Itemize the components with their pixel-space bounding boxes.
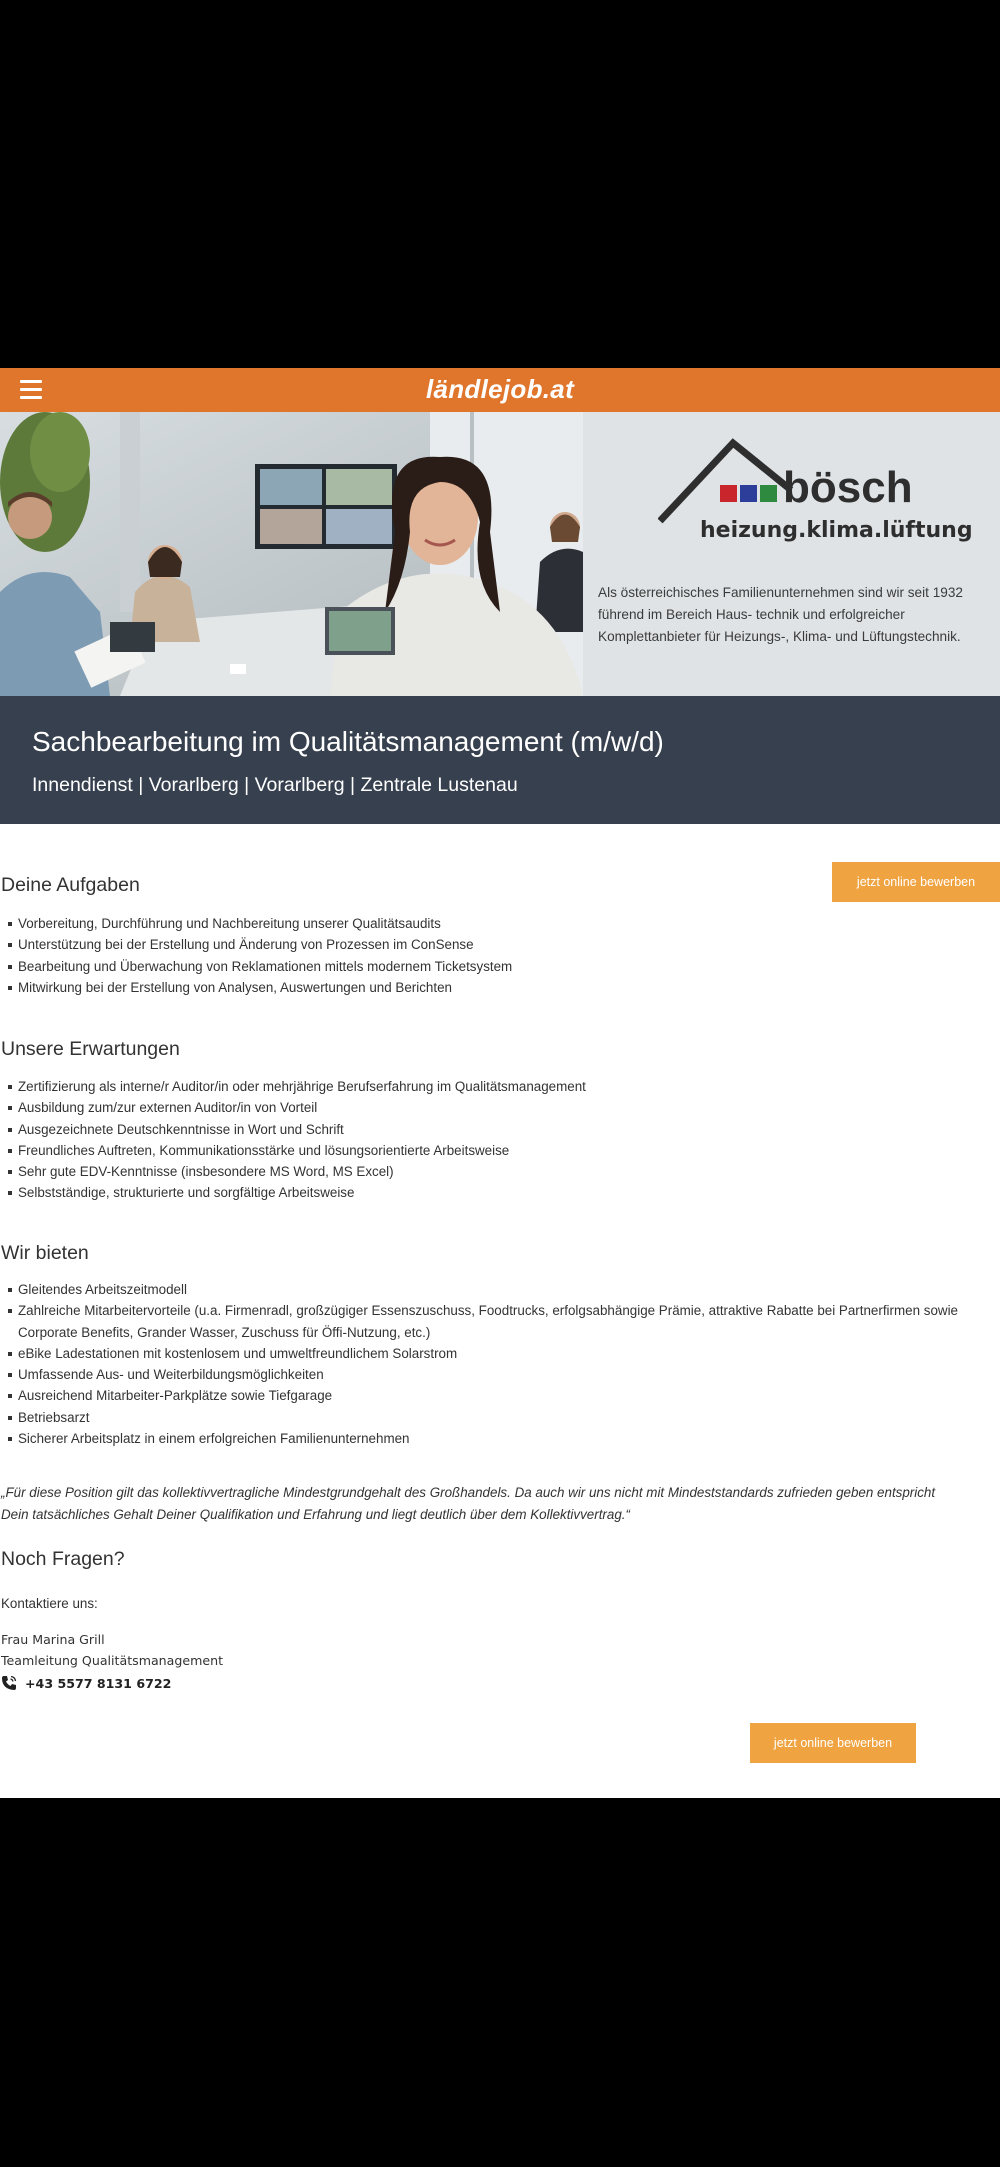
tasks-list [0,913,998,998]
job-title-bar [0,696,1000,824]
job-banner [0,412,1000,696]
list-item: Gleitendes Arbeitszeitmodell [18,1279,998,1300]
section-heading-tasks: Deine Aufgaben [1,874,140,896]
list-item: Ausbildung zum/zur externen Auditor/in von Vorteil [18,1097,998,1118]
logo-wordmark: bösch [783,463,913,512]
list-item: Betriebsarzt [18,1407,998,1428]
list-item: Vorbereitung, Durchführung und Nachbereitung unserer Qualitätsaudits [18,913,998,934]
phone-number: +43 5577 8131 6722 [25,1675,172,1691]
bosch-logo [658,438,978,548]
offers-list [0,1279,998,1449]
office-meeting-photo [0,412,583,696]
apply-online-button[interactable]: jetzt online bewerben [832,862,1000,902]
list-item: Zertifizierung als interne/r Auditor/in oder mehrjährige Berufserfahrung im Qualitätsmanagement [18,1076,998,1097]
list-item: Ausgezeichnete Deutschkenntnisse in Wort und Schrift [18,1119,998,1140]
job-location: Innendienst | Vorarlberg | Vorarlberg | Zentrale Lustenau [32,774,518,796]
section-heading-offers: Wir bieten [1,1242,89,1264]
section-heading-questions: Noch Fragen? [1,1548,125,1570]
job-ad-page [0,368,1000,1798]
contact-phone[interactable] [1,1673,171,1693]
section-heading-expectations: Unsere Erwartungen [1,1038,180,1060]
phone-icon [1,1675,17,1691]
list-item: Umfassende Aus- und Weiterbildungsmöglichkeiten [18,1364,998,1385]
top-bar [0,368,1000,412]
logo-tagline: heizung.klima.lüftung [700,518,973,543]
contact-label: Kontaktiere uns: [1,1596,98,1611]
salary-note: „Für diese Position gilt das kollektivvertragliche Mindestgrundgehalt des Großhandels. Da auch wir uns nicht mit Mindeststandards zufrieden geben entspricht Dein tatsächliches Gehalt Deiner Qualifikation und Erfahrung und liegt deutlich über dem Kollektivvertrag.“ [1,1485,936,1522]
list-item: Zahlreiche Mitarbeitervorteile (u.a. Firmenradl, großzügiger Essenszuschuss, Foodtrucks, erfolgsabhängige Prämie, attraktive Rabatte bei Partnerfirmen sowie Corporate Benefits, Grander Wasser, Zuschuss für Öffi-Nutzung, etc.) [18,1300,998,1343]
list-item: Ausreichend Mitarbeiter-Parkplätze sowie Tiefgarage [18,1385,998,1406]
site-brand[interactable]: ländlejob.at [425,374,575,404]
apply-online-button-bottom[interactable]: jetzt online bewerben [750,1723,916,1763]
list-item: Bearbeitung und Überwachung von Reklamationen mittels modernem Ticketsystem [18,956,998,977]
company-description: Als österreichisches Familienunternehmen sind wir seit 1932 führend im Bereich Haus- technik und erfolgreicher Komplettanbieter für Heizungs-, Klima- und Lüftungstechnik. [598,585,963,644]
job-title: Sachbearbeitung im Qualitätsmanagement (m/w/d) [32,726,664,757]
list-item: Selbstständige, strukturierte und sorgfältige Arbeitsweise [18,1182,998,1203]
expectations-list [0,1076,998,1204]
list-item: eBike Ladestationen mit kostenlosem und umweltfreundlichem Solarstrom [18,1343,998,1364]
list-item: Sicherer Arbeitsplatz in einem erfolgreichen Familienunternehmen [18,1428,998,1449]
list-item: Mitwirkung bei der Erstellung von Analysen, Auswertungen und Berichten [18,977,998,998]
list-item: Freundliches Auftreten, Kommunikationsstärke und lösungsorientierte Arbeitsweise [18,1140,998,1161]
list-item: Sehr gute EDV-Kenntnisse (insbesondere MS Word, MS Excel) [18,1161,998,1182]
list-item: Unterstützung bei der Erstellung und Änderung von Prozessen im ConSense [18,934,998,955]
contact-name: Frau Marina Grill [1,1632,105,1647]
company-panel [583,412,1000,696]
contact-role: Teamleitung Qualitätsmanagement [1,1653,224,1668]
